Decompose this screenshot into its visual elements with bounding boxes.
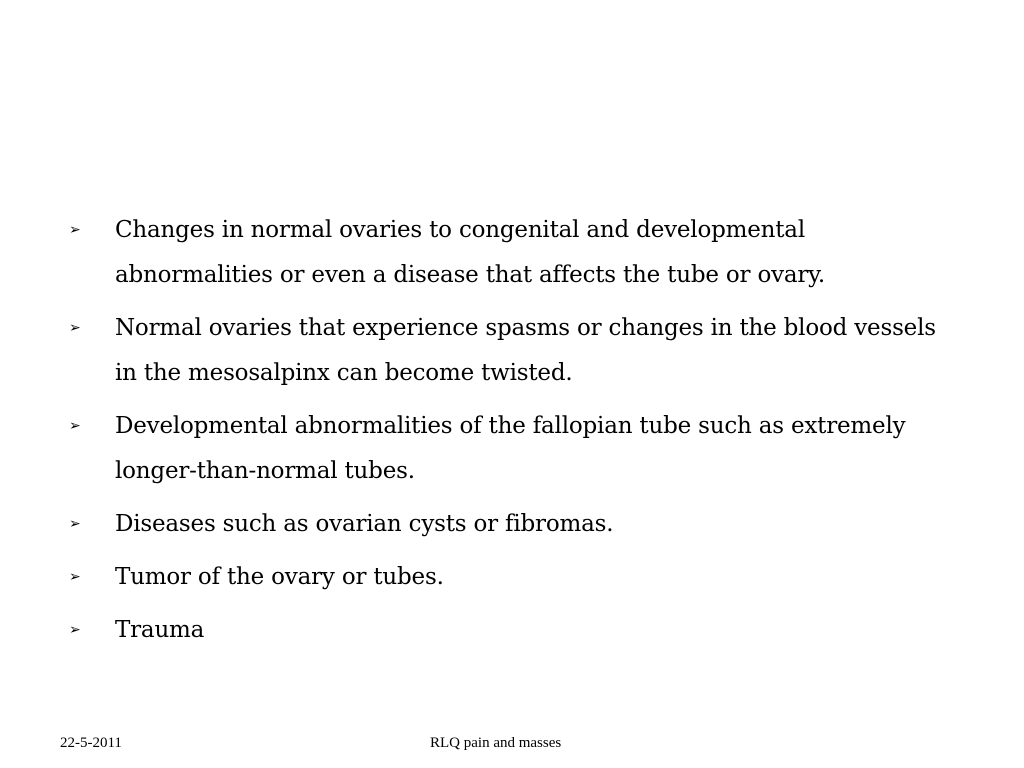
- right-arrowhead-icon: ➢: [69, 569, 81, 585]
- bullet-item: [60, 404, 950, 494]
- footer-date: 22-5-2011: [60, 735, 122, 751]
- bullet-text: Changes in normal ovaries to congenital and developmental abnormalities or even a disease that affects the tube or ovary.: [115, 217, 826, 288]
- bullet-text: Trauma: [115, 617, 205, 643]
- bullet-item: [60, 306, 950, 396]
- right-arrowhead-icon: ➢: [69, 320, 81, 336]
- bullet-item: [60, 502, 950, 547]
- right-arrowhead-icon: ➢: [69, 516, 81, 532]
- right-arrowhead-icon: ➢: [69, 222, 81, 238]
- right-arrowhead-icon: ➢: [69, 622, 81, 638]
- bullet-text: Tumor of the ovary or tubes.: [115, 564, 444, 590]
- bullet-text: Developmental abnormalities of the fallopian tube such as extremely longer-than-normal tubes.: [115, 413, 906, 484]
- bullet-item: [60, 555, 950, 600]
- right-arrowhead-icon: ➢: [69, 418, 81, 434]
- bullet-text: Diseases such as ovarian cysts or fibromas.: [115, 511, 614, 537]
- footer-title: RLQ pain and masses: [430, 735, 562, 751]
- bullet-item: [60, 208, 950, 298]
- bullet-list: [60, 208, 950, 661]
- bullet-item: [60, 608, 950, 653]
- bullet-text: Normal ovaries that experience spasms or changes in the blood vessels in the mesosalpinx can become twisted.: [115, 315, 936, 386]
